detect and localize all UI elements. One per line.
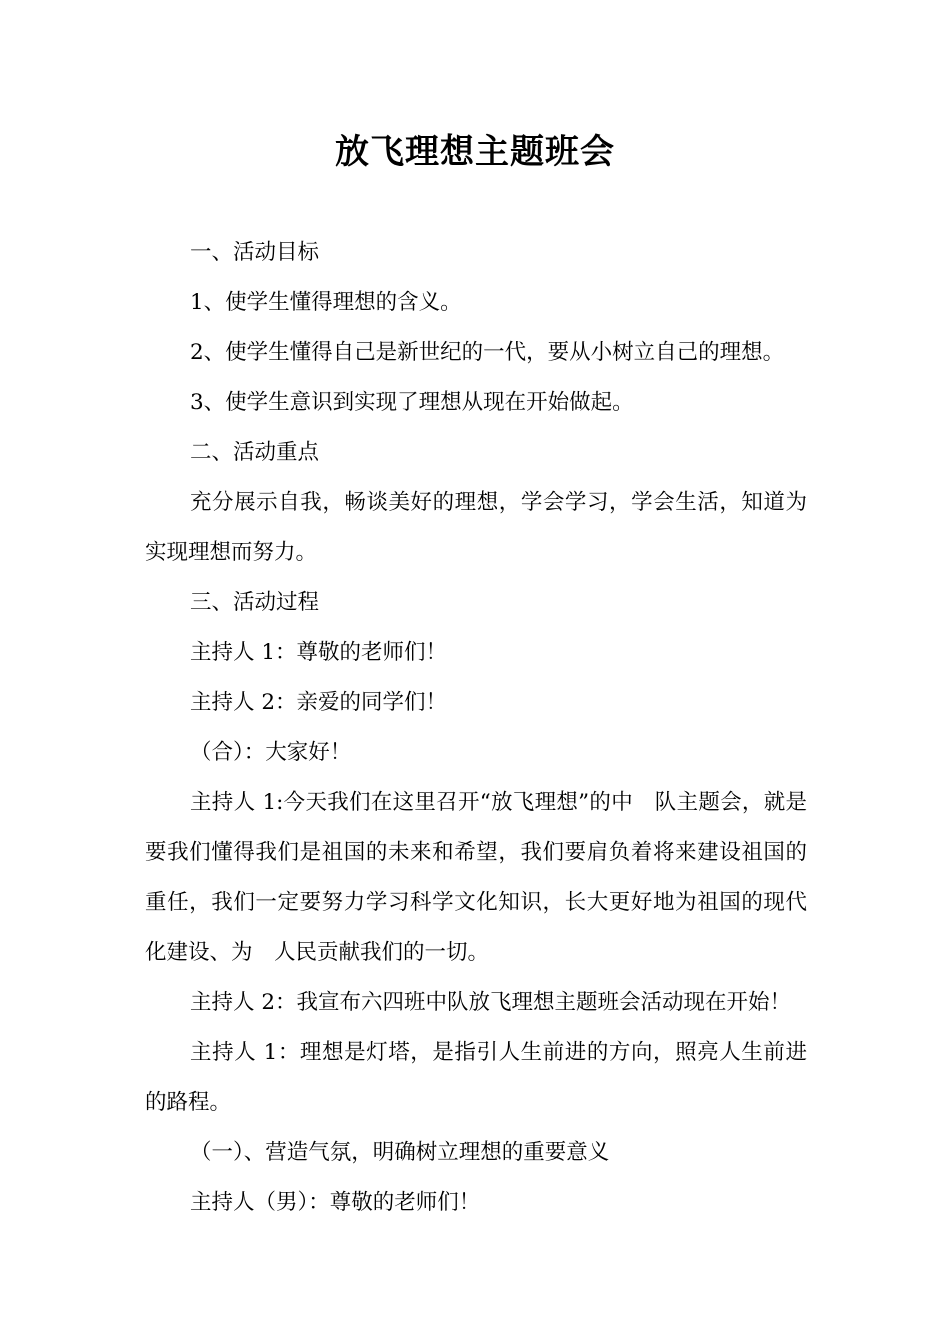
focus-paragraph: 充分展示自我，畅谈美好的理想，学会学习，学会生活，知道为实现理想而努力。 (145, 490, 807, 565)
section-heading-focus: 二、活动重点 (190, 440, 320, 465)
dialogue-line: 主持人 1：尊敬的老师们！ (190, 640, 448, 665)
subsection-heading: （一）、营造气氛，明确树立理想的重要意义 (190, 1140, 610, 1165)
dialogue-line: （合）：大家好！ (190, 740, 352, 765)
document-title: 放飞理想主题班会 (335, 132, 615, 172)
goal-item-3: 3、使学生意识到实现了理想从现在开始做起。 (190, 390, 634, 415)
dialogue-line: 主持人（男）：尊敬的老师们！ (190, 1190, 481, 1215)
dialogue-paragraph: 主持人 1：理想是灯塔，是指引人生前进的方向，照亮人生前进的路程。 (145, 1040, 807, 1115)
section-heading-goals: 一、活动目标 (190, 240, 320, 265)
goal-item-1: 1、使学生懂得理想的含义。 (190, 290, 462, 315)
section-heading-process: 三、活动过程 (190, 590, 320, 615)
document-body (145, 228, 807, 1228)
goal-item-2: 2、使学生懂得自己是新世纪的一代，要从小树立自己的理想。 (190, 340, 785, 365)
dialogue-line: 主持人 2：亲爱的同学们！ (190, 690, 448, 715)
dialogue-line: 主持人 2：我宣布六四班中队放飞理想主题班会活动现在开始！ (190, 990, 792, 1015)
dialogue-paragraph: 主持人 1:今天我们在这里召开“放飞理想”的中 队主题会，就是要我们懂得我们是祖国的未来和希望，我们要肩负着将来建设祖国的重任，我们一定要努力学习科学文化知识，长大更好地为祖国的现代化建设、为 人民贡献我们的一切。 (145, 790, 807, 965)
